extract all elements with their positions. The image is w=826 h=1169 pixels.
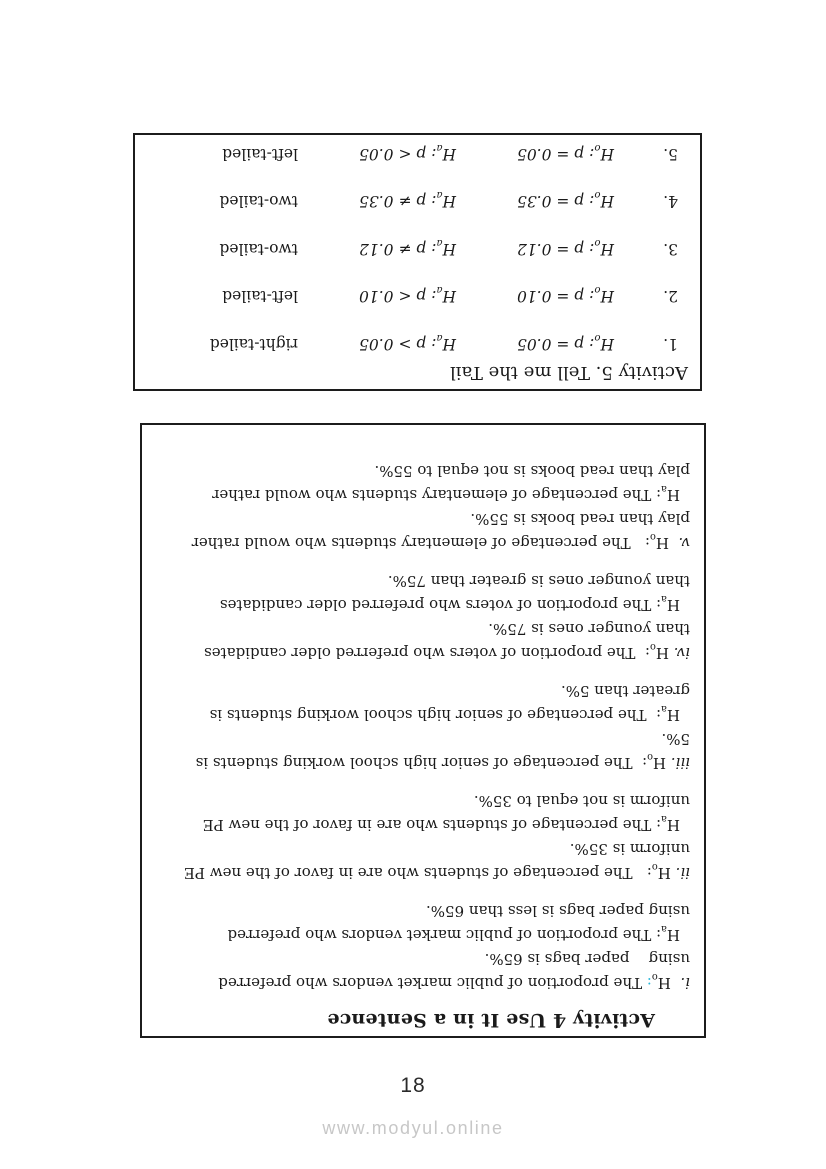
activity4-item	[154, 899, 690, 995]
activity5-box	[133, 133, 702, 391]
item-line: iii. $H_o$: The percentage of senior high school working students is	[195, 751, 690, 772]
item-line: uniform is not equal to 35%.	[473, 792, 690, 810]
alt-hypothesis: $H_a$: p > 0.05	[359, 331, 456, 353]
item-line: than younger ones is greater than 75%.	[387, 572, 690, 590]
tail-type: left-tailed	[222, 287, 298, 306]
item-line: ii. $H_o$: The percentage of students who are in favor of the new PE	[183, 861, 690, 882]
item-line: $H_a$: The proportion of voters who preferred older candidates	[219, 593, 680, 614]
row-number: 2.	[663, 287, 678, 306]
item-line: 5%.	[661, 730, 690, 748]
row-number: 3.	[663, 240, 678, 258]
activity4-item	[154, 789, 690, 885]
activity4-item	[154, 569, 690, 665]
alt-hypothesis: $H_a$: p < 0.10	[359, 284, 456, 306]
hypothesis-row	[135, 308, 700, 356]
null-hypothesis: $H_o$: p = 0.05	[516, 141, 614, 163]
row-number: 4.	[663, 192, 678, 211]
tail-type: right-tailed	[209, 335, 298, 353]
tail-type: two-tailed	[219, 192, 298, 211]
row-number: 5.	[663, 145, 678, 163]
activity5-title: Activity 5. Tell me the Tail	[449, 362, 688, 383]
item-line: v. $H_o$: The percentage of elementary students who would rather	[191, 531, 690, 552]
item-line: iv. $H_o$: The proportion of voters who preferred older candidates	[204, 641, 690, 662]
alt-hypothesis: $H_a$: p ≠ 0.12	[359, 236, 456, 258]
activity4-items	[154, 459, 690, 995]
row-number: 1.	[663, 335, 678, 353]
hypothesis-row	[135, 260, 700, 308]
item-line: $H_a$: The percentage of senior high school working students is	[209, 703, 680, 724]
activity4-title: Activity 4 Use It in a Sentence	[327, 1009, 655, 1031]
null-hypothesis: $H_o$: p = 0.10	[516, 284, 614, 306]
hypothesis-row	[135, 165, 700, 213]
null-hypothesis: $H_o$: p = 0.35	[516, 189, 614, 211]
activity4-item	[154, 459, 690, 555]
watermark: www.modyul.online	[322, 1118, 504, 1138]
hypothesis-row	[135, 213, 700, 261]
activity5-rows	[135, 118, 700, 356]
activity4-item	[154, 679, 690, 775]
alt-hypothesis: $H_a$: p < 0.05	[359, 141, 456, 163]
item-line: using paper bags is 65%.	[484, 950, 690, 968]
item-line: uniform is 35%.	[569, 840, 690, 858]
tail-type: two-tailed	[219, 240, 298, 258]
item-line: $H_a$: The percentage of elementary students who would rather	[212, 483, 680, 504]
null-hypothesis: $H_o$: p = 0.05	[516, 331, 614, 353]
item-line: $H_a$: The percentage of students who are in favor of the new PE	[202, 813, 680, 834]
tail-type: left-tailed	[222, 145, 298, 163]
null-hypothesis: $H_o$: p = 0.12	[516, 236, 614, 258]
item-line: using paper bags is less than 65%.	[425, 902, 690, 920]
item-line: than younger ones is 75%.	[488, 620, 690, 638]
item-line: $H_a$: The proportion of public market vendors who preferred	[227, 923, 680, 944]
item-line: play than read books is not equal to 55%.	[374, 462, 690, 480]
activity4-box	[140, 423, 706, 1038]
alt-hypothesis: $H_a$: p ≠ 0.35	[359, 189, 456, 211]
item-line: greater than 5%.	[560, 682, 690, 700]
item-line: play than read books is 55%.	[470, 510, 690, 528]
hypothesis-row	[135, 118, 700, 166]
item-line: i. $H_o$: The proportion of public market vendors who preferred	[218, 971, 690, 992]
page-number: 18	[400, 1074, 426, 1097]
